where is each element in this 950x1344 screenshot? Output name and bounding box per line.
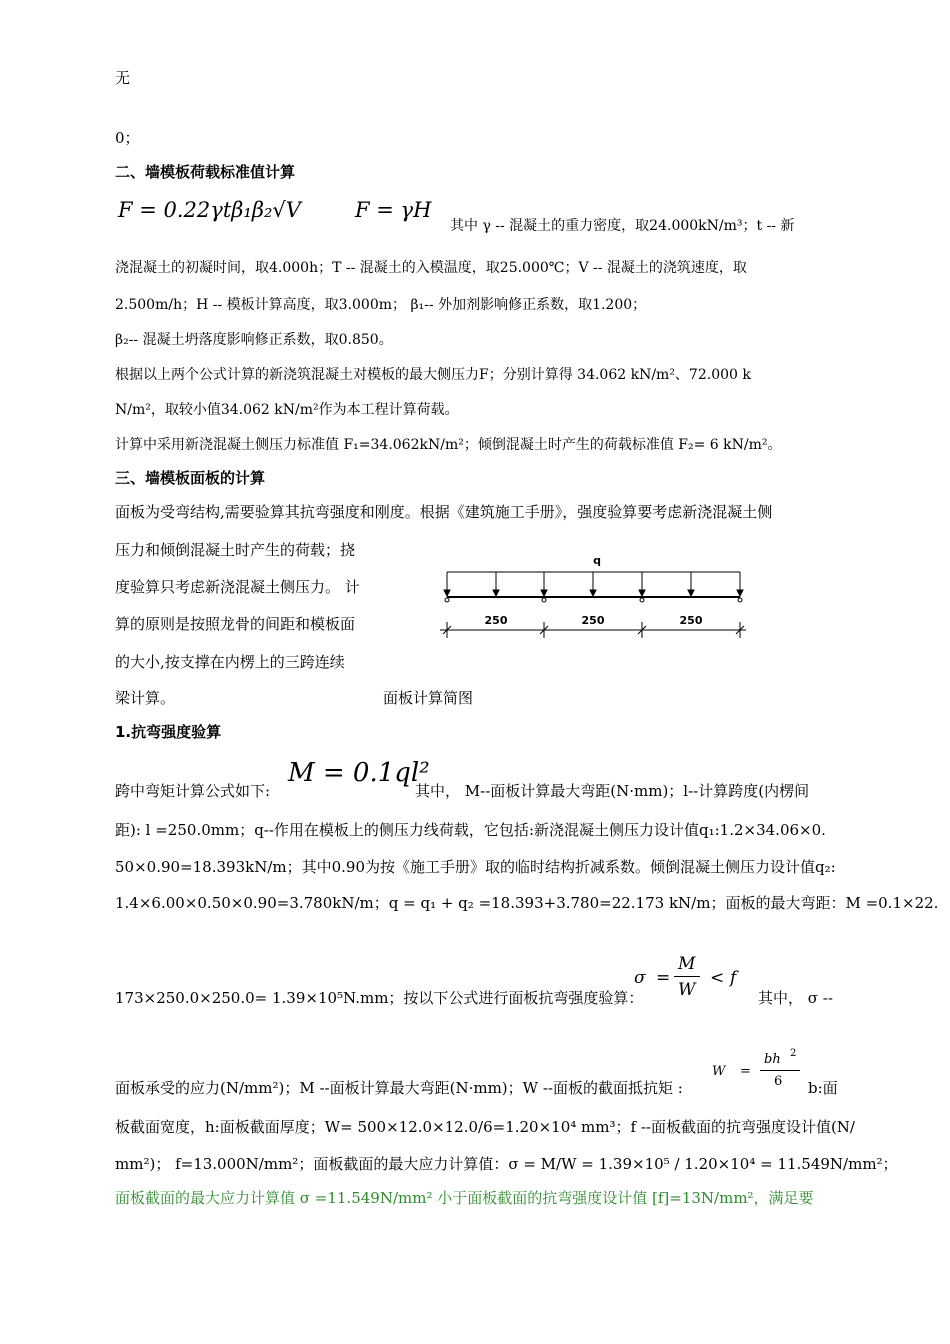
sec3-para2-line2: 度验算只考虑新浇混凝土侧压力。 计 — [115, 578, 360, 596]
sec31-line5-b: 其中， σ -- — [758, 989, 833, 1007]
span-label-3: 250 — [679, 614, 703, 627]
formula-moment: M = 0.1ql² — [288, 758, 430, 788]
sec31-line2: 距): l =250.0mm；q--作用在模板上的侧压力线荷载，它包括:新浇混凝土侧压力设计值q₁:1.2×34.06×0. — [115, 821, 826, 839]
sec2-para1-a: 其中 γ -- 混凝土的重力密度，取24.000kN/m³；t -- 新 — [450, 218, 795, 234]
sec31-line6-a: 面板承受的应力(N/mm²)；M --面板计算最大弯距(N·mm)；W --面板的截面抵抗矩 : — [115, 1079, 683, 1097]
sec2-para1-b: 浇混凝土的初凝时间，取4.000h；T -- 混凝土的入模温度，取25.000℃；V -- 混凝土的浇筑速度，取 — [115, 260, 747, 276]
text-line-1: 无 — [115, 69, 131, 87]
sec31-line5-a: 173×250.0×250.0= 1.39×10⁵N.mm；按以下公式进行面板抗弯强度验算： — [115, 989, 644, 1007]
sec3-para2-line1: 压力和倾倒混凝土时产生的荷载；挠 — [115, 541, 356, 559]
sec3-para2-line4: 的大小,按支撑在内楞上的三跨连续 — [115, 653, 345, 671]
sec2-para1-c: 2.500m/h；H -- 模板计算高度，取3.000m； β₁-- 外加剂影响修正系数，取1.200； — [115, 297, 647, 313]
sec2-para2-b: N/m²，取较小值34.062 kN/m²作为本工程计算荷载。 — [115, 402, 459, 418]
load-label: q — [593, 554, 601, 567]
sec31-line7: 板截面宽度，h:面板截面厚度；W= 500×12.0×12.0/6=1.20×10⁴ mm³；f --面板截面的抗弯强度设计值(N/ — [115, 1118, 855, 1136]
sec31-line9: 面板截面的最大应力计算值 σ =11.549N/mm² 小于面板截面的抗弯强度设计值 [f]=13N/mm²，满足要 — [115, 1189, 814, 1207]
sec3-para1: 面板为受弯结构,需要验算其抗弯强度和刚度。根据《建筑施工手册》，强度验算要考虑新浇混凝土侧 — [115, 503, 773, 521]
span-label-1: 250 — [484, 614, 508, 627]
section-3-title: 三、墙模板面板的计算 — [115, 469, 266, 487]
sec31-line8: mm²)； f=13.000N/mm²；面板截面的最大应力计算值：σ = M/W = 1.39×10⁵ / 1.20×10⁴ = 11.549N/mm²； — [115, 1155, 898, 1173]
diagram-caption: 面板计算简图 — [383, 689, 474, 707]
span-label-2: 250 — [581, 614, 605, 627]
text-line-2: 0； — [115, 129, 140, 147]
formula-f2: F = γH — [355, 198, 432, 222]
section-2-title: 二、墙模板荷载标准值计算 — [115, 163, 296, 181]
sec2-para1-d: β₂-- 混凝土坍落度影响修正系数，取0.850。 — [115, 332, 393, 348]
sec3-para2-line5: 梁计算。 — [115, 689, 176, 707]
sec31-line3: 50×0.90=18.393kN/m；其中0.90为按《施工手册》取的临时结构折减系数。倾倒混凝土侧压力设计值q₂: — [115, 858, 836, 876]
sec31-line6-b: b:面 — [808, 1079, 838, 1097]
sec2-para2-a: 根据以上两个公式计算的新浇筑混凝土对模板的最大侧压力F；分别计算得 34.062 kN/m²、72.000 k — [115, 367, 751, 383]
beam-diagram — [436, 548, 756, 646]
sec2-para3: 计算中采用新浇混凝土侧压力标准值 F₁=34.062kN/m²；倾倒混凝土时产生的荷载标准值 F₂= 6 kN/m²。 — [115, 437, 782, 453]
sec31-line1-a: 跨中弯矩计算公式如下: — [115, 782, 271, 800]
section-3-1-title: 1.抗弯强度验算 — [115, 723, 222, 741]
formula-f1: F = 0.22γtβ₁β₂√V — [118, 198, 301, 222]
sec3-para2-line3: 算的原则是按照龙骨的间距和模板面 — [115, 615, 356, 633]
sec31-line1-b: 其中， M--面板计算最大弯距(N·mm)；l--计算跨度(内楞间 — [415, 782, 810, 800]
sec31-line4: 1.4×6.00×0.50×0.90=3.780kN/m；q = q₁ + q₂ =18.393+3.780=22.173 kN/m；面板的最大弯距：M =0.1×22. — [115, 894, 939, 912]
